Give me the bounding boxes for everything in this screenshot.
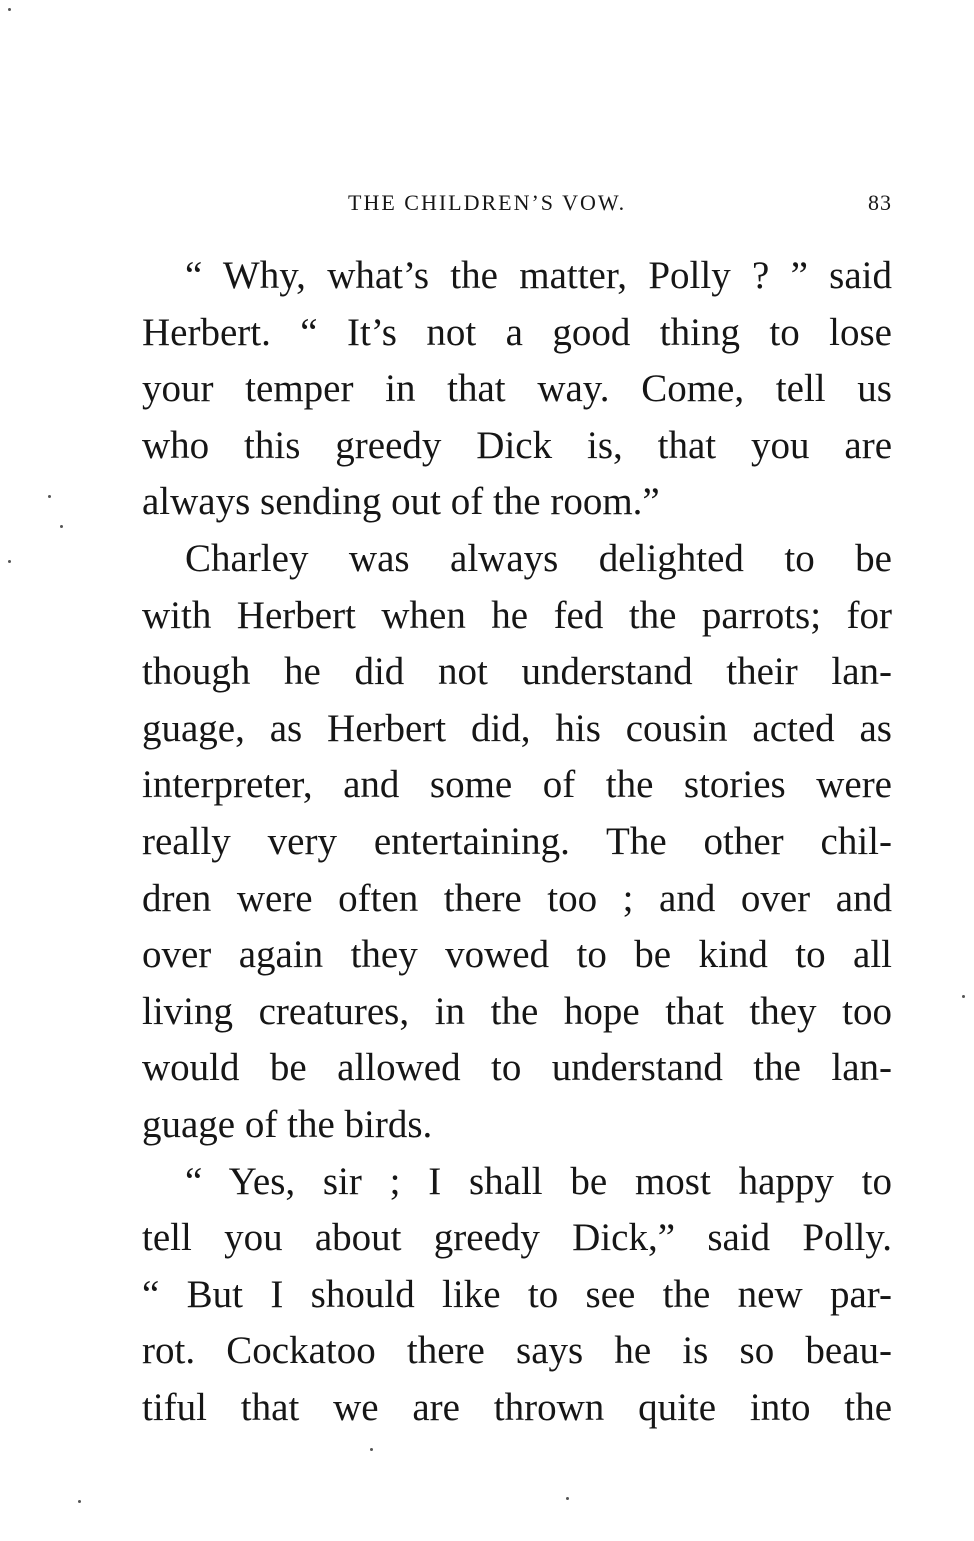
text-line: guage, as Herbert did, his cousin acted as bbox=[142, 706, 892, 750]
text-line: “ But I should like to see the new par- bbox=[142, 1272, 892, 1316]
body-text bbox=[142, 248, 892, 1436]
text-line: tiful that we are thrown quite into the bbox=[142, 1385, 892, 1429]
scan-speck bbox=[962, 995, 965, 998]
text-line: though he did not understand their lan- bbox=[142, 650, 892, 694]
page-header bbox=[142, 190, 892, 220]
text-line: who this greedy Dick is, that you are bbox=[142, 423, 892, 467]
text-line: dren were often there too ; and over and bbox=[142, 876, 892, 920]
text-line: tell you about greedy Dick,” said Polly. bbox=[142, 1216, 892, 1260]
text-line: interpreter, and some of the stories were bbox=[142, 763, 892, 807]
scan-speck bbox=[48, 495, 51, 498]
scan-speck bbox=[566, 1497, 569, 1500]
text-line: always sending out of the room.” bbox=[142, 480, 660, 524]
text-line: with Herbert when he fed the parrots; for bbox=[142, 593, 892, 637]
page-number: 83 bbox=[868, 190, 892, 215]
scan-speck bbox=[60, 525, 63, 528]
text-line: rot. Cockatoo there says he is so beau- bbox=[142, 1329, 892, 1373]
text-line: would be allowed to understand the lan- bbox=[142, 1046, 892, 1090]
text-line: “ Why, what’s the matter, Polly ? ” said bbox=[185, 254, 892, 297]
text-line: over again they vowed to be kind to all bbox=[142, 933, 892, 977]
text-line: guage of the birds. bbox=[142, 1102, 433, 1146]
scan-speck bbox=[8, 560, 11, 563]
text-line: Herbert. “ It’s not a good thing to lose bbox=[142, 310, 892, 354]
text-line: “ Yes, sir ; I shall be most happy to bbox=[185, 1159, 892, 1203]
text-line: living creatures, in the hope that they too bbox=[142, 989, 892, 1033]
text-line: really very entertaining. The other chil- bbox=[142, 819, 892, 863]
scan-speck bbox=[78, 1500, 81, 1503]
scan-speck bbox=[370, 1448, 373, 1451]
scan-speck bbox=[8, 8, 11, 11]
text-line: your temper in that way. Come, tell us bbox=[142, 367, 892, 411]
text-line: Charley was always delighted to be bbox=[185, 536, 892, 580]
running-head: THE CHILDREN’S VOW. bbox=[348, 190, 627, 215]
